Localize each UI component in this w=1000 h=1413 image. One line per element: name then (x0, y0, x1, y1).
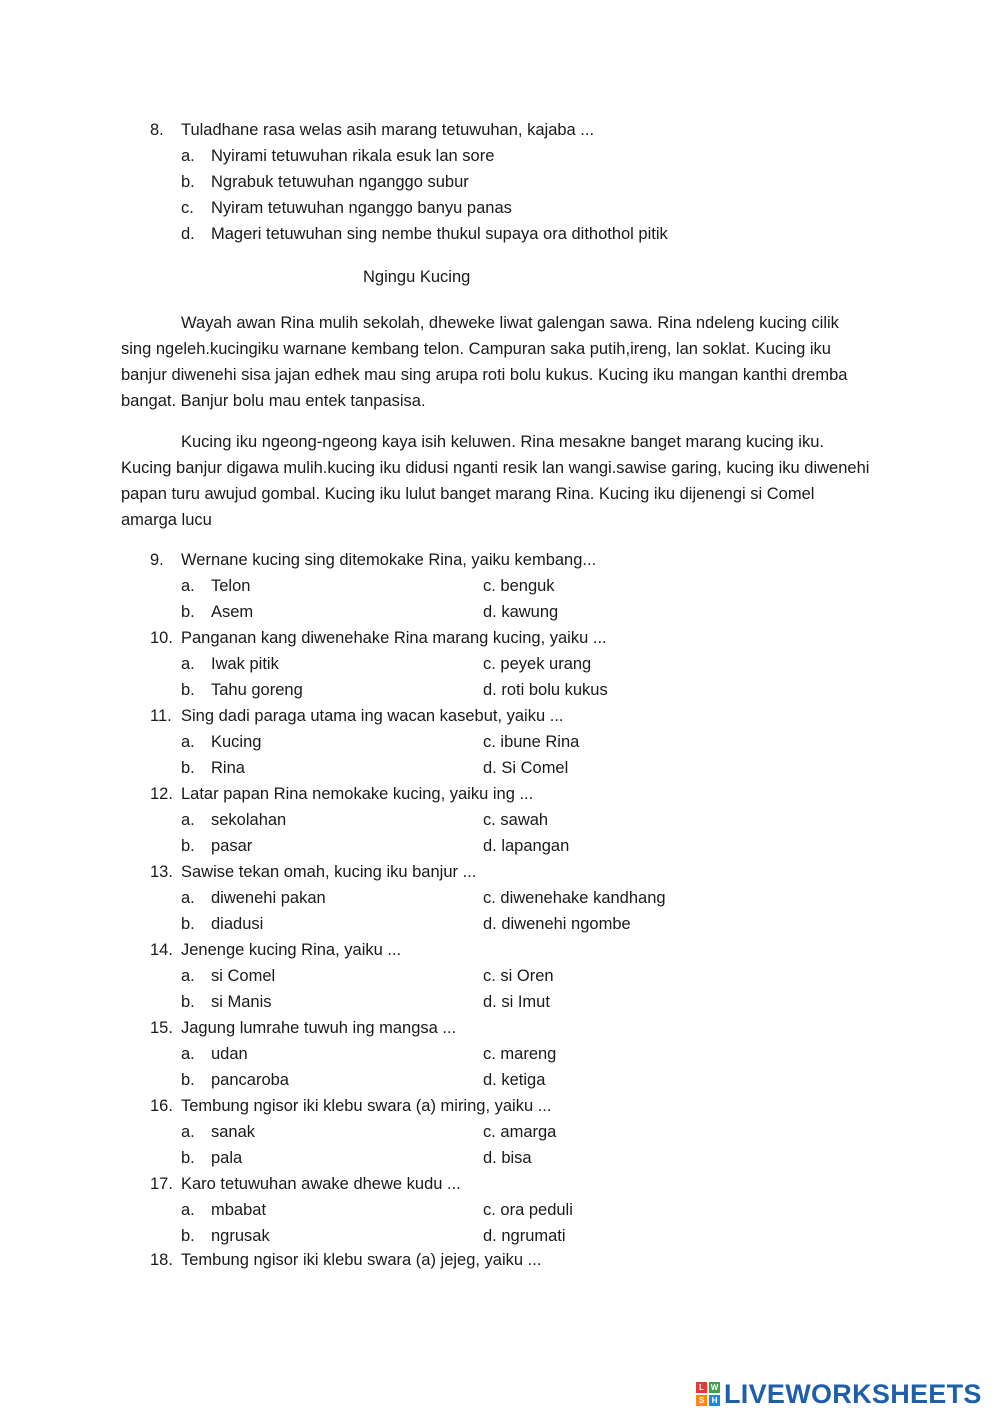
question-number: 9. (150, 551, 164, 569)
option-c: c. sawah (483, 811, 549, 829)
question-text: Tembung ngisor iki klebu swara (a) miring, yaiku ... (181, 1097, 552, 1115)
question-number: 14. (150, 941, 173, 959)
option-b: b. pancaroba (181, 1071, 289, 1089)
question-text: Karo tetuwuhan awake dhewe kudu ... (181, 1175, 461, 1193)
question-9 (150, 551, 596, 570)
question-number: 12. (150, 785, 173, 803)
liveworksheets-logo (696, 1376, 982, 1412)
option-b: b. ngrusak (181, 1227, 270, 1245)
option-a: a. sanak (181, 1123, 256, 1141)
logo-icon: L W S H (696, 1382, 720, 1406)
option-b: b. Asem (181, 603, 254, 621)
option-8c: c. Nyiram tetuwuhan nganggo banyu panas (181, 199, 512, 217)
question-11 (150, 707, 564, 726)
option-d: d. kawung (483, 603, 559, 621)
question-text: Sing dadi paraga utama ing wacan kasebut, yaiku ... (181, 707, 564, 725)
question-text: Wernane kucing sing ditemokake Rina, yaiku kembang... (181, 551, 597, 569)
question-18 (150, 1251, 541, 1270)
option-c: c. peyek urang (483, 655, 592, 673)
question-number: 15. (150, 1019, 173, 1037)
question-number: 18. (150, 1251, 173, 1269)
question-number: 8. (150, 121, 164, 139)
option-c: c. diwenehake kandhang (483, 889, 666, 907)
question-17 (150, 1175, 461, 1194)
option-b: b. pala (181, 1149, 243, 1167)
option-d: d. roti bolu kukus (483, 681, 608, 699)
question-14 (150, 941, 401, 960)
option-a: a. Telon (181, 577, 251, 595)
option-8d: d. Mageri tetuwuhan sing nembe thukul supaya ora dithothol pitik (181, 225, 668, 243)
question-number: 13. (150, 863, 173, 881)
option-a: a. diwenehi pakan (181, 889, 326, 907)
question-number: 10. (150, 629, 173, 647)
question-text: Tembung ngisor iki klebu swara (a) jejeg, yaiku ... (181, 1251, 542, 1269)
question-10 (150, 629, 607, 648)
option-d: d. si Imut (483, 993, 550, 1011)
question-number: 16. (150, 1097, 173, 1115)
option-c: c. ibune Rina (483, 733, 580, 751)
question-text: Latar papan Rina nemokake kucing, yaiku ing ... (181, 785, 534, 803)
option-b: b. diadusi (181, 915, 264, 933)
option-c: c. mareng (483, 1045, 557, 1063)
question-text: Jagung lumrahe tuwuh ing mangsa ... (181, 1019, 457, 1037)
option-c: c. amarga (483, 1123, 557, 1141)
question-text: Tuladhane rasa welas asih marang tetuwuhan, kajaba ... (181, 121, 595, 139)
question-text: Sawise tekan omah, kucing iku banjur ... (181, 863, 477, 881)
option-a: a. mbabat (181, 1201, 267, 1219)
option-d: d. bisa (483, 1149, 532, 1167)
question-number: 11. (150, 707, 172, 725)
option-d: d. ketiga (483, 1071, 546, 1089)
option-c: c. si Oren (483, 967, 554, 985)
option-8a: a. Nyirami tetuwuhan rikala esuk lan sore (181, 147, 495, 165)
option-a: a. udan (181, 1045, 248, 1063)
option-c: c. benguk (483, 577, 555, 595)
option-a: a. Kucing (181, 733, 262, 751)
question-13 (150, 863, 476, 882)
question-text: Jenenge kucing Rina, yaiku ... (181, 941, 402, 959)
logo-text: LIVEWORKSHEETS (724, 1378, 982, 1409)
question-8 (150, 121, 594, 140)
option-d: d. Si Comel (483, 759, 569, 777)
option-d: d. diwenehi ngombe (483, 915, 631, 933)
question-16 (150, 1097, 551, 1116)
option-d: d. lapangan (483, 837, 570, 855)
option-b: b. pasar (181, 837, 253, 855)
story-paragraph-2: Kucing iku ngeong-ngeong kaya isih keluwen. Rina mesakne banget marang kucing iku. Kucing banjur digawa mulih.kucing iku didusi nganti resik lan wangi.sawise garing, kucing iku diwenehi papan turu awujud gombal. Kucing iku lulut banget marang Rina. Kucing iku dijenengi si Comel amarga lucu (121, 433, 870, 529)
option-8b: b. Ngrabuk tetuwuhan nganggo subur (181, 173, 469, 191)
question-15 (150, 1019, 456, 1038)
story-title: Ngingu Kucing (363, 268, 471, 286)
option-a: a. sekolahan (181, 811, 287, 829)
question-number: 17. (150, 1175, 173, 1193)
option-b: b. si Manis (181, 993, 272, 1011)
option-c: c. ora peduli (483, 1201, 573, 1219)
option-b: b. Rina (181, 759, 245, 777)
option-d: d. ngrumati (483, 1227, 566, 1245)
option-a: a. Iwak pitik (181, 655, 279, 673)
option-b: b. Tahu goreng (181, 681, 303, 699)
option-a: a. si Comel (181, 967, 276, 985)
story-paragraph-1: Wayah awan Rina mulih sekolah, dheweke liwat galengan sawa. Rina ndeleng kucing cilik sing ngeleh.kucingiku warnane kembang telon. Campuran saka putih,ireng, lan soklat. Kucing iku banjur diwenehi sisa jajan edhek mau sing arupa roti bolu kukus. Kucing iku mangan kanthi dremba bangat. Banjur bolu mau entek tanpasisa. (121, 314, 848, 410)
question-text: Panganan kang diwenehake Rina marang kucing, yaiku ... (181, 629, 607, 647)
question-12 (150, 785, 533, 804)
